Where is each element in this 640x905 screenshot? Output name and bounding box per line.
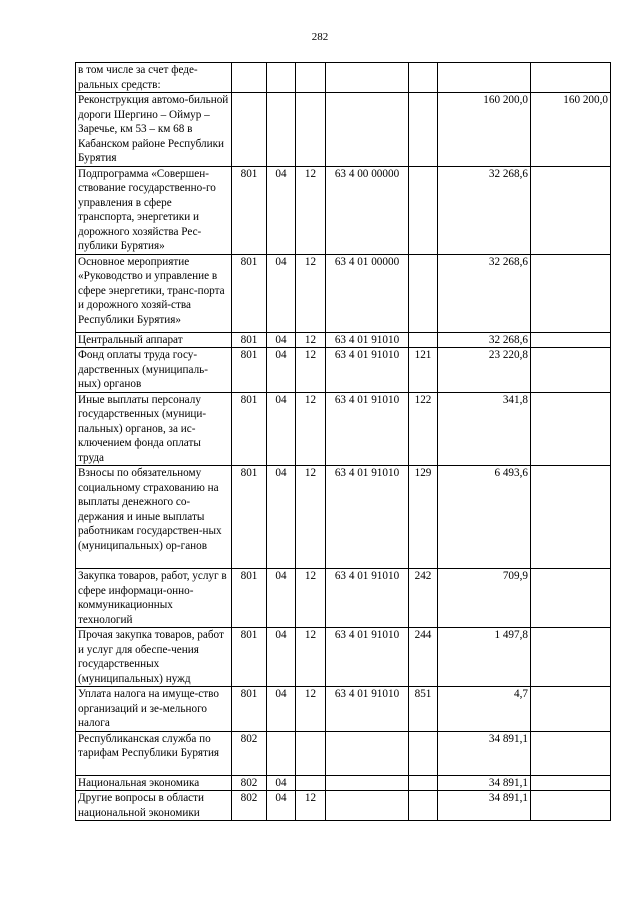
amount-primary: 34 891,1	[438, 775, 531, 791]
amount-primary: 34 891,1	[438, 731, 531, 775]
expense-type	[409, 332, 438, 348]
row-name: Основное мероприятие «Руководство и управление в сфере энергетики, транс-порта и дорожного хозяй-ства Республики Бурятия»	[76, 254, 232, 332]
expense-type: 242	[409, 569, 438, 628]
table-row	[76, 166, 611, 254]
section-code: 04	[267, 332, 296, 348]
section-code: 04	[267, 466, 296, 569]
section-code: 04	[267, 348, 296, 393]
amount-secondary	[531, 166, 611, 254]
row-name: в том числе за счет феде-ральных средств:	[76, 63, 232, 93]
amount-secondary	[531, 731, 611, 775]
subsection-code: 12	[296, 166, 326, 254]
amount-primary: 1 497,8	[438, 628, 531, 687]
table-row	[76, 392, 611, 466]
expense-type	[409, 731, 438, 775]
amount-primary: 32 268,6	[438, 166, 531, 254]
table-row	[76, 63, 611, 93]
amount-primary: 32 268,6	[438, 332, 531, 348]
row-name: Национальная экономика	[76, 775, 232, 791]
section-code: 04	[267, 166, 296, 254]
budget-code: 801	[232, 392, 267, 466]
table-row	[76, 569, 611, 628]
budget-code: 801	[232, 569, 267, 628]
target-article: 63 4 01 91010	[326, 628, 409, 687]
budget-code: 802	[232, 775, 267, 791]
expense-type: 851	[409, 687, 438, 732]
budget-code: 801	[232, 254, 267, 332]
expense-type: 122	[409, 392, 438, 466]
target-article: 63 4 01 91010	[326, 466, 409, 569]
subsection-code	[296, 775, 326, 791]
row-name: Закупка товаров, работ, услуг в сфере информаци-онно-коммуникационных технологий	[76, 569, 232, 628]
subsection-code	[296, 731, 326, 775]
subsection-code: 12	[296, 791, 326, 821]
section-code: 04	[267, 628, 296, 687]
target-article: 63 4 01 91010	[326, 332, 409, 348]
amount-secondary	[531, 254, 611, 332]
expense-type: 244	[409, 628, 438, 687]
budget-code: 801	[232, 332, 267, 348]
budget-code: 802	[232, 791, 267, 821]
subsection-code: 12	[296, 569, 326, 628]
subsection-code: 12	[296, 466, 326, 569]
expense-type	[409, 166, 438, 254]
amount-secondary	[531, 687, 611, 732]
target-article	[326, 93, 409, 167]
section-code: 04	[267, 392, 296, 466]
amount-secondary	[531, 392, 611, 466]
subsection-code: 12	[296, 687, 326, 732]
amount-primary: 34 891,1	[438, 791, 531, 821]
budget-code: 801	[232, 687, 267, 732]
subsection-code: 12	[296, 254, 326, 332]
target-article: 63 4 00 00000	[326, 166, 409, 254]
subsection-code	[296, 63, 326, 93]
amount-secondary	[531, 63, 611, 93]
budget-code	[232, 93, 267, 167]
table-row	[76, 791, 611, 821]
amount-primary: 341,8	[438, 392, 531, 466]
amount-primary: 160 200,0	[438, 93, 531, 167]
expense-type	[409, 63, 438, 93]
amount-primary: 709,9	[438, 569, 531, 628]
amount-secondary	[531, 628, 611, 687]
budget-code: 802	[232, 731, 267, 775]
row-name: Уплата налога на имуще-ство организаций и зе-мельного налога	[76, 687, 232, 732]
table-row	[76, 348, 611, 393]
amount-secondary	[531, 332, 611, 348]
amount-secondary	[531, 791, 611, 821]
budget-code: 801	[232, 166, 267, 254]
subsection-code: 12	[296, 332, 326, 348]
expense-type: 121	[409, 348, 438, 393]
target-article	[326, 731, 409, 775]
section-code: 04	[267, 254, 296, 332]
target-article	[326, 791, 409, 821]
expense-type: 129	[409, 466, 438, 569]
target-article	[326, 775, 409, 791]
row-name: Взносы по обязательному социальному страхованию на выплаты денежного со-держания и иные выплаты работникам государствен-ных (муниципальных) ор-ганов	[76, 466, 232, 569]
target-article: 63 4 01 91010	[326, 687, 409, 732]
budget-code: 801	[232, 348, 267, 393]
row-name: Центральный аппарат	[76, 332, 232, 348]
target-article: 63 4 01 91010	[326, 569, 409, 628]
table-row	[76, 628, 611, 687]
amount-primary: 6 493,6	[438, 466, 531, 569]
section-code	[267, 63, 296, 93]
row-name: Подпрограмма «Совершен-ствование государственно-го управления в сфере транспорта, энергетики и дорожного хозяйства Рес-публики Бурятия»	[76, 166, 232, 254]
amount-secondary	[531, 775, 611, 791]
table-row	[76, 93, 611, 167]
row-name: Прочая закупка товаров, работ и услуг для обеспе-чения государственных (муниципальных) нужд	[76, 628, 232, 687]
table-body	[76, 63, 611, 821]
amount-secondary: 160 200,0	[531, 93, 611, 167]
target-article: 63 4 01 00000	[326, 254, 409, 332]
section-code: 04	[267, 775, 296, 791]
section-code: 04	[267, 687, 296, 732]
budget-code: 801	[232, 466, 267, 569]
table-row	[76, 332, 611, 348]
table-row	[76, 775, 611, 791]
amount-primary: 23 220,8	[438, 348, 531, 393]
amount-primary	[438, 63, 531, 93]
table-row	[76, 731, 611, 775]
row-name: Республиканская служба по тарифам Республики Бурятия	[76, 731, 232, 775]
expense-type	[409, 254, 438, 332]
expense-type	[409, 775, 438, 791]
row-name: Реконструкция автомо-бильной дороги Шергино – Оймур – Заречье, км 53 – км 68 в Кабанском районе Республики Бурятия	[76, 93, 232, 167]
subsection-code: 12	[296, 392, 326, 466]
table-row	[76, 687, 611, 732]
target-article: 63 4 01 91010	[326, 392, 409, 466]
budget-code	[232, 63, 267, 93]
amount-primary: 32 268,6	[438, 254, 531, 332]
subsection-code: 12	[296, 348, 326, 393]
amount-secondary	[531, 466, 611, 569]
table-row	[76, 254, 611, 332]
section-code	[267, 93, 296, 167]
expense-type	[409, 93, 438, 167]
subsection-code	[296, 93, 326, 167]
row-name: Фонд оплаты труда госу-дарственных (муниципаль-ных) органов	[76, 348, 232, 393]
amount-secondary	[531, 348, 611, 393]
section-code	[267, 731, 296, 775]
page-number: 282	[311, 31, 329, 43]
subsection-code: 12	[296, 628, 326, 687]
row-name: Другие вопросы в области национальной экономики	[76, 791, 232, 821]
table-row	[76, 466, 611, 569]
section-code: 04	[267, 791, 296, 821]
budget-code: 801	[232, 628, 267, 687]
amount-primary: 4,7	[438, 687, 531, 732]
row-name: Иные выплаты персоналу государственных (муници-пальных) органов, за ис-ключением фонда оплаты труда	[76, 392, 232, 466]
target-article	[326, 63, 409, 93]
budget-table	[75, 62, 611, 821]
amount-secondary	[531, 569, 611, 628]
section-code: 04	[267, 569, 296, 628]
expense-type	[409, 791, 438, 821]
target-article: 63 4 01 91010	[326, 348, 409, 393]
